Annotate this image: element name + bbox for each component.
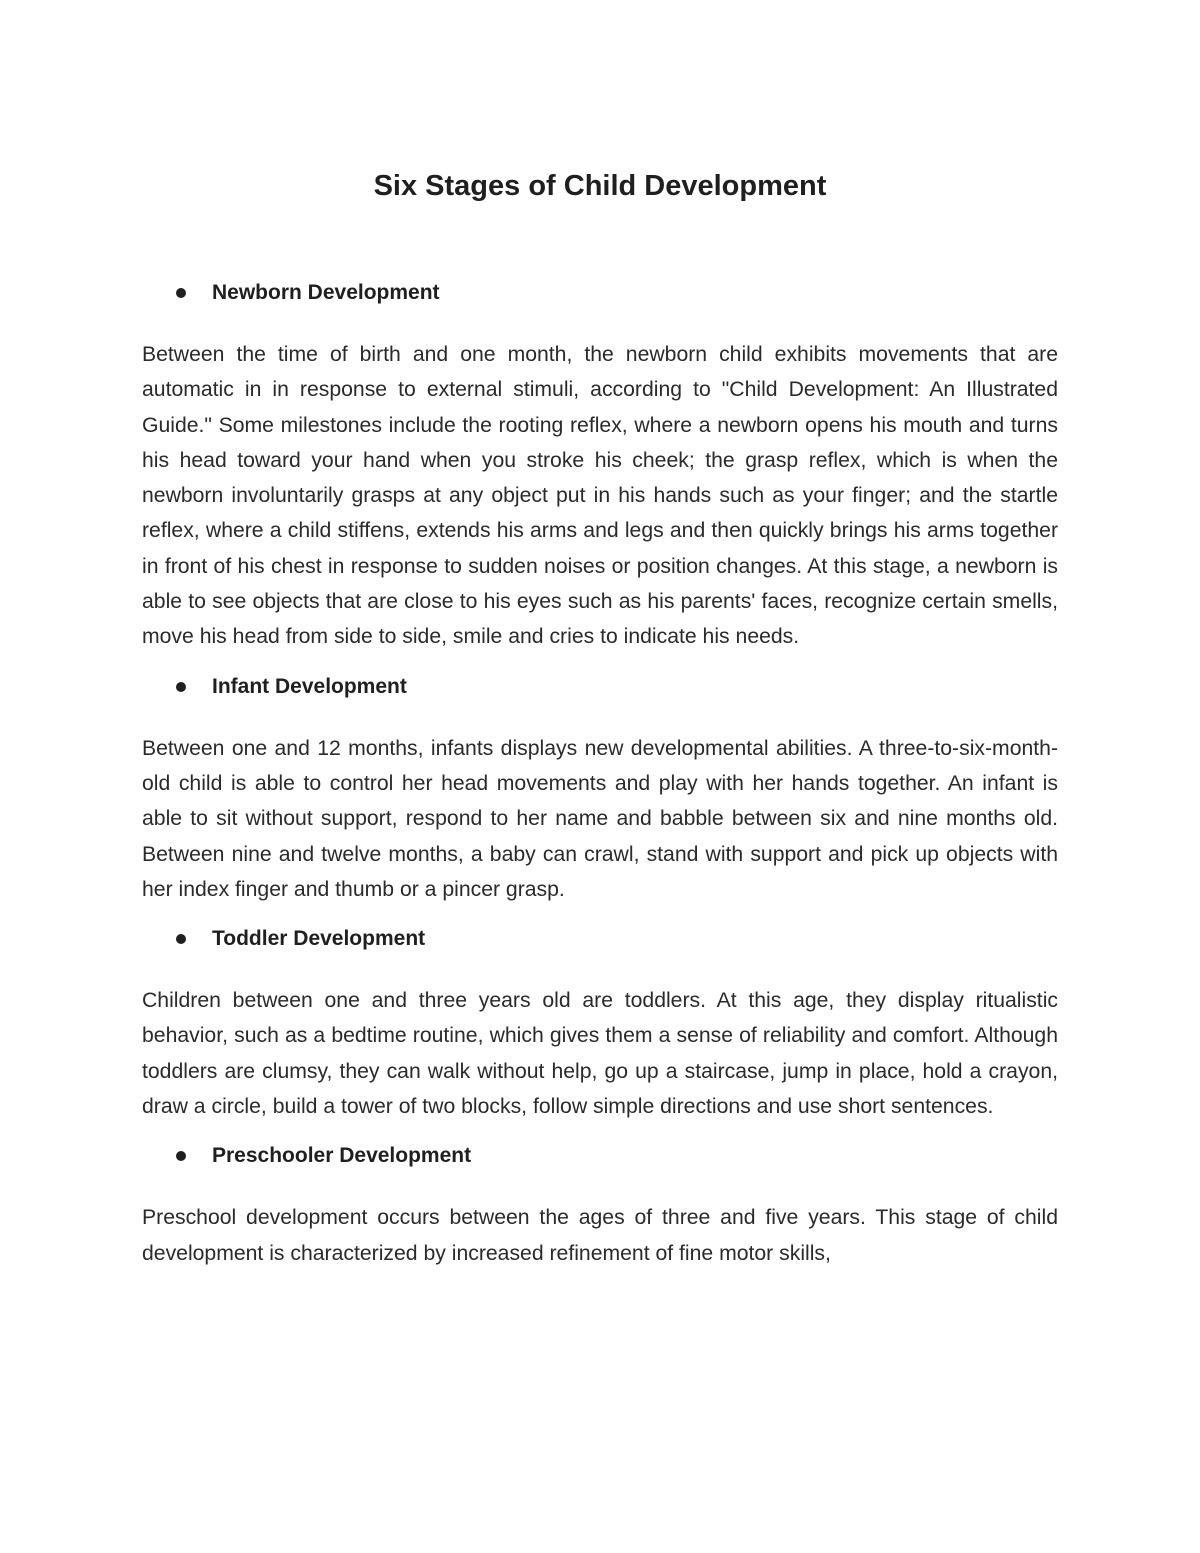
- section-heading-infant: [142, 669, 1058, 705]
- document-title: Six Stages of Child Development: [373, 170, 827, 202]
- section-paragraph-newborn: Between the time of birth and one month, the newborn child exhibits movements that are automatic in in response to external stimuli, according to "Child Development: An Illustrated Guide." Some milestones include the rooting reflex, where a newborn opens his mouth and turns his head toward your hand when you stroke his cheek; the grasp reflex, which is when the newborn involuntarily grasps at any object put in his hands such as your finger; and the startle reflex, where a child stiffens, extends his arms and legs and then quickly brings his arms together in front of his chest in response to sudden noises or position changes. At this stage, a newborn is able to see objects that are close to his eyes such as his parents' faces, recognize certain smells, move his head from side to side, smile and cries to indicate his needs.: [142, 343, 1058, 649]
- bullet-icon: [176, 288, 186, 298]
- document-body: [142, 275, 1058, 1285]
- section-heading-preschooler: [142, 1138, 1058, 1174]
- bullet-icon: [176, 682, 186, 692]
- section-heading-label: Preschooler Development: [212, 1144, 472, 1168]
- section-heading-label: Toddler Development: [212, 927, 426, 951]
- section-paragraph-preschooler: Preschool development occurs between the ages of three and five years. This stage of child development is characterized by increased refinement of fine motor skills,: [142, 1206, 1058, 1265]
- section-heading-label: Newborn Development: [212, 281, 440, 304]
- section-heading-toddler: [142, 921, 1058, 957]
- bullet-icon: [176, 1151, 186, 1161]
- section-paragraph-infant: Between one and 12 months, infants displays new developmental abilities. A three-to-six-month-old child is able to control her head movements and play with her hands together. An infant is able to sit without support, respond to her name and babble between six and nine months old. Between nine and twelve months, a baby can crawl, stand with support and pick up objects with her index finger and thumb or a pincer grasp.: [142, 736, 1058, 901]
- section-heading-label: Infant Development: [212, 674, 407, 698]
- bullet-icon: [176, 934, 186, 944]
- section-paragraph-toddler: Children between one and three years old are toddlers. At this age, they display ritualistic behavior, such as a bedtime routine, which gives them a sense of reliability and comfort. Although toddlers are clumsy, they can walk without help, go up a staircase, jump in place, hold a crayon, draw a circle, build a tower of two blocks, follow simple directions and use short sentences.: [142, 989, 1058, 1119]
- section-heading-newborn: [142, 275, 1058, 311]
